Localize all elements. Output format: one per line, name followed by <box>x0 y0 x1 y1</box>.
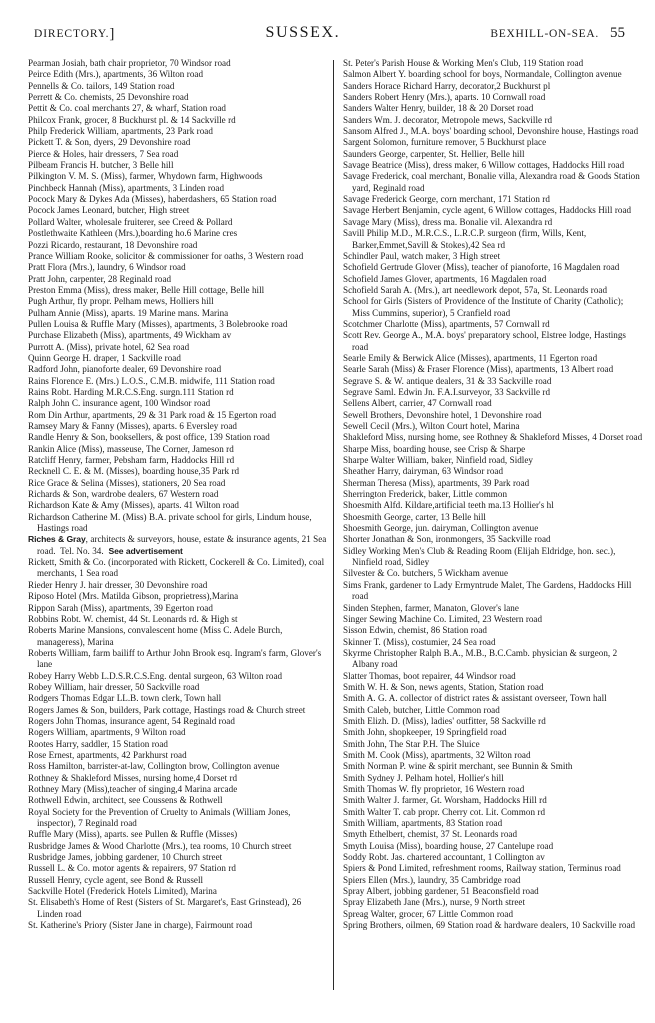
directory-entry: Schindler Paul, watch maker, 3 High street <box>343 250 501 261</box>
directory-entry: Smith A. G. A. collector of district rates & assistant overseer, Town hall <box>343 693 607 704</box>
directory-entry: Ralph John C. insurance agent, 100 Windsor road <box>28 398 211 409</box>
directory-entry: Sharpe Walter William, baker, Ninfield road, Sidley <box>343 455 533 466</box>
directory-entry: Purrott A. (Miss), private hotel, 62 Sea road <box>28 341 190 352</box>
directory-entry: Smith John, The Star P.H. The Sluice <box>343 738 480 749</box>
directory-entry: Sanders Horace Richard Harry, decorator,2 Buckhurst pl <box>343 80 551 91</box>
directory-entry: Rose Ernest, apartments, 42 Parkhurst road <box>28 749 187 760</box>
directory-entry: Shoesmith George, jun. dairyman, Collington avenue <box>343 523 539 534</box>
column-right <box>334 58 643 931</box>
directory-entry: Rice Grace & Selina (Misses), stationers, 20 Sea road <box>28 477 226 488</box>
directory-entry: Radford John, pianoforte dealer, 69 Devonshire road <box>28 364 222 375</box>
directory-entry: Richardson Catherine M. (Miss) B.A. private school for girls, Lindum house, Hastings road <box>28 511 312 534</box>
directory-entry: Spray Elizabeth Jane (Mrs.), nurse, 9 North street <box>343 897 526 908</box>
directory-entry: Richards & Son, wardrobe dealers, 67 Western road <box>28 489 219 500</box>
running-head-right <box>490 25 625 42</box>
directory-entry: Schofield James Glover, apartments, 16 Magdalen road <box>343 273 547 284</box>
directory-entry: Pocock Mary & Dykes Ada (Misses), haberdashers, 65 Station road <box>28 194 277 205</box>
directory-entry: Skyrme Christopher Ralph B.A., M.B., B.C.Camb. physician & surgeon, 2 Albany road <box>343 647 618 670</box>
directory-entry: Rains Robt. Harding M.R.C.S.Eng. surgn.111 Station rd <box>28 386 234 397</box>
directory-entry: Sherrington Frederick, baker, Little common <box>343 489 508 500</box>
directory-entry: Smith William, apartments, 83 Station road <box>343 818 503 829</box>
directory-entry: Rains Florence E. (Mrs.) L.O.S., C.M.B. midwife, 111 Station road <box>28 375 275 386</box>
directory-entry: Spray Albert, jobbing gardener, 51 Beaconsfield road <box>343 886 539 897</box>
directory-entry: Slatter Thomas, boot repairer, 44 Windsor road <box>343 670 516 681</box>
directory-entry: Pettit & Co. coal merchants 27, & wharf, Station road <box>28 103 226 114</box>
directory-entry: Spiers & Pond Limited, refreshment rooms, Railway station, Terminus road <box>343 863 621 874</box>
directory-entry: Pratt John, carpenter, 28 Reginald road <box>28 273 172 284</box>
directory-entry: Smith M. Cook (Miss), apartments, 32 Wilton road <box>343 749 531 760</box>
directory-entry: Scott Rev. George A., M.A. boys' preparatory school, Elstree lodge, Hastings road <box>343 330 626 352</box>
directory-entry: Pilkington V. M. S. (Miss), farmer, Whydown farm, Highwoods <box>28 171 263 182</box>
directory-entry: Rogers William, apartments, 9 Wilton road <box>28 727 186 738</box>
directory-entry: Ross Hamilton, barrister-at-law, Collington brow, Collington avenue <box>28 761 280 772</box>
directory-entry: Peirce Edith (Mrs.), apartments, 36 Wilton road <box>28 69 204 80</box>
directory-entry: Pilbeam Francis H. butcher, 3 Belle hill <box>28 160 174 171</box>
directory-entry: Singer Sewing Machine Co. Limited, 23 Western road <box>343 613 543 624</box>
directory-entry: Sansom Alfred J., M.A. boys' boarding school, Devonshire house, Hastings road <box>343 126 639 137</box>
directory-entry: Sisson Edwin, chemist, 86 Station road <box>343 625 487 636</box>
directory-entry: Pennells & Co. tailors, 149 Station road <box>28 80 175 91</box>
directory-entry: Segrave Saml. Edwin Jn. F.A.I.surveyor, 33 Sackville rd <box>343 386 551 397</box>
directory-entry: Riposo Hotel (Mrs. Matilda Gibson, proprietress),Marina <box>28 591 239 602</box>
directory-entry: Sinden Stephen, farmer, Manaton, Glover's lane <box>343 602 519 613</box>
directory-entry: Postlethwaite Kathleen (Mrs.),boarding ho.6 Marine cres <box>28 228 238 239</box>
directory-entry: Searle Emily & Berwick Alice (Misses), apartments, 11 Egerton road <box>343 352 598 363</box>
directory-entry: Rothney & Shakleford Misses, nursing home,4 Dorset rd <box>28 772 238 783</box>
running-head-county: SUSSEX. <box>265 24 341 41</box>
directory-entry: Shakleford Miss, nursing home, see Rothney & Shakleford Misses, 4 Dorset road <box>343 432 643 443</box>
directory-entry: Quinn George H. draper, 1 Sackville road <box>28 352 181 363</box>
directory-entry: St. Peter's Parish House & Working Men's Club, 119 Station road <box>343 58 584 68</box>
directory-entry: Pratt Flora (Mrs.), laundry, 6 Windsor road <box>28 262 186 273</box>
directory-entry: Schofield Sarah A. (Mrs.), art needlework depot, 57a, St. Leonards road <box>343 284 608 295</box>
directory-entry: Searle Sarah (Miss) & Fraser Florence (Miss), apartments, 13 Albert road <box>343 364 614 375</box>
directory-entry: Rieder Henry J. hair dresser, 30 Devonshire road <box>28 579 208 590</box>
directory-entry: Pullen Louisa & Ruffle Mary (Misses), apartments, 3 Bolebrooke road <box>28 318 288 329</box>
directory-entry: Rusbridge James, jobbing gardener, 10 Church street <box>28 852 223 863</box>
directory-entry: Spiers Ellen (Mrs.), laundry, 35 Cambridge road <box>343 874 521 885</box>
directory-entry: Scotchmer Charlotte (Miss), apartments, 57 Cornwall rd <box>343 318 550 329</box>
directory-entry: Ruffle Mary (Miss), aparts. see Pullen & Ruffle (Misses) <box>28 829 238 840</box>
directory-entry: Pugh Arthur, fly propr. Pelham mews, Holliers hill <box>28 296 214 307</box>
directory-entry: Randle Henry & Son, booksellers, & post office, 139 Station road <box>28 432 270 443</box>
directory-entry: Rothwell Edwin, architect, see Coussens & Rothwell <box>28 795 223 806</box>
directory-bracket: ] <box>109 26 116 42</box>
directory-entry: Savage Mary (Miss), dress ma. Bonalie vil. Alexandra rd <box>343 216 553 227</box>
directory-entry: Perrett & Co. chemists, 25 Devonshire road <box>28 92 189 103</box>
directory-entry: Russell Henry, cycle agent, see Bond & Russell <box>28 874 204 885</box>
directory-entry: Skinner T. (Miss), costumier, 24 Sea road <box>343 636 496 647</box>
directory-entry: Rogers James & Son, builders, Park cottage, Hastings road & Church street <box>28 704 306 715</box>
directory-entry: Rogers John Thomas, insurance agent, 54 Reginald road <box>28 715 235 726</box>
directory-entry: Ratcliff Henry, farmer, Pebsham farm, Haddocks Hill rd <box>28 455 235 466</box>
directory-entry: Pollard Walter, wholesale fruiterer, see Creed & Pollard <box>28 216 233 227</box>
directory-entry: Robbins Robt. W. chemist, 44 St. Leonards rd. & High st <box>28 613 238 624</box>
directory-entry: Smyth Louisa (Miss), boarding house, 27 Cantelupe road <box>343 840 554 851</box>
directory-entry: School for Girls (Sisters of Providence of the Institute of Charity (Catholic); Miss Cummins, superior), 5 Cranfield road <box>343 296 624 318</box>
directory-entry: Ramsey Mary & Fanny (Misses), aparts. 6 Eversley road <box>28 421 237 431</box>
directory-entry: Recknell C. E. & M. (Misses), boarding house,35 Park rd <box>28 466 240 477</box>
directory-entry: Savill Philip M.D., M.R.C.S., L.R.C.P. surgeon (firm, Wills, Kent, Barker,Emmet,Savill & Stokes),42 Sea rd <box>343 228 587 250</box>
directory-entry: Smith Norman P. wine & spirit merchant, see Bunnin & Smith <box>343 761 573 772</box>
directory-entry: Soddy Robt. Jas. chartered accountant, 1 Collington av <box>343 852 545 863</box>
directory-entry: Smyth Ethelbert, chemist, 37 St. Leonards road <box>343 829 518 840</box>
directory-entry: Riches & Gray, architects & surveyors, house, estate & insurance agents, 21 Sea road. Tel. No. 34. See advertisement <box>28 534 327 556</box>
running-head <box>28 24 633 44</box>
directory-entry: Sharpe Miss, boarding house, see Crisp & Sharpe <box>343 443 526 454</box>
directory-entry: Smith Thomas W. fly proprietor, 16 Western road <box>343 784 525 794</box>
directory-entry: Pierce & Holes, hair dressers, 7 Sea road <box>28 148 179 159</box>
directory-entry: Smith Elizh. D. (Miss), ladies' outfitter, 58 Sackville rd <box>343 715 546 726</box>
directory-entry: Philp Frederick William, apartments, 23 Park road <box>28 126 213 137</box>
directory-entry: Rusbridge James & Wood Charlotte (Mrs.), tea rooms, 10 Church street <box>28 840 292 851</box>
directory-entry: Sanders Wm. J. decorator, Metropole mews, Sackville rd <box>343 114 553 125</box>
directory-entry: Preston Emma (Miss), dress maker, Belle Hill cottage, Belle hill <box>28 284 265 295</box>
directory-entry: Spring Brothers, oilmen, 69 Station road & hardware dealers, 10 Sackville road <box>343 920 636 931</box>
directory-entry: Salmon Albert Y. boarding school for boys, Normandale, Collington avenue <box>343 69 622 80</box>
directory-entry: Rootes Harry, saddler, 15 Station road <box>28 738 168 749</box>
directory-entry: Smith John, shopkeeper, 19 Springfield road <box>343 727 507 738</box>
directory-entry: Smith W. H. & Son, news agents, Station, Station road <box>343 681 544 692</box>
directory-entry: Savage Beatrice (Miss), dress maker, 6 Willow cottages, Haddocks Hill road <box>343 160 625 171</box>
directory-entry: Sackville Hotel (Frederick Hotels Limited), Marina <box>28 886 217 897</box>
directory-entry: St. Elisabeth's Home of Rest (Sisters of St. Margaret's, East Grinstead), 26 Linden road <box>28 897 302 919</box>
directory-entry: Pinchbeck Hannah (Miss), apartments, 3 Linden road <box>28 182 225 193</box>
directory-entry: Sewell Brothers, Devonshire hotel, 1 Devonshire road <box>343 409 542 420</box>
directory-entry: Rom Din Arthur, apartments, 29 & 31 Park road & 15 Egerton road <box>28 409 277 420</box>
directory-entry: Sewell Cecil (Mrs.), Wilton Court hotel, Marina <box>343 421 520 431</box>
directory-entry: Philcox Frank, grocer, 8 Buckhurst pl. & 14 Sackville rd <box>28 114 236 125</box>
directory-entry: Rickett, Smith & Co. (incorporated with Rickett, Cockerell & Co. Limited), coal merchants, 1 Sea road <box>28 557 325 579</box>
directory-entry: Robey William, hair dresser, 50 Sackville road <box>28 681 200 692</box>
directory-entry: Saunders George, carpenter, St. Hellier, Belle hill <box>343 148 525 159</box>
directory-entry: Rothney Mary (Miss),teacher of singing,4 Marina arcade <box>28 784 238 794</box>
directory-entry: Pickett T. & Son, dyers, 29 Devonshire road <box>28 137 191 148</box>
directory-entry: Pulham Annie (Miss), aparts. 19 Marine mans. Marina <box>28 307 229 318</box>
directory-entry: Prance William Rooke, solicitor & commissioner for oaths, 3 Western road <box>28 250 304 261</box>
directory-entry: Savage Frederick, coal merchant, Bonalie villa, Alexandra road & Goods Station yard, Reginald road <box>343 171 640 193</box>
directory-entry: Sargent Solomon, furniture remover, 5 Buckhurst place <box>343 137 547 148</box>
directory-entry: Shorter Jonathan & Son, ironmongers, 35 Sackville road <box>343 534 551 545</box>
running-head-place: BEXHILL-ON-SEA. <box>490 28 599 40</box>
directory-entry: Pearman Josiah, bath chair proprietor, 70 Windsor road <box>28 58 231 68</box>
column-left <box>28 58 333 931</box>
page-number: 55 <box>609 25 625 41</box>
directory-entry: Rodgers Thomas Edgar LL.B. town clerk, Town hall <box>28 693 222 704</box>
directory-entry: Pozzi Ricardo, restaurant, 18 Devonshire road <box>28 239 198 250</box>
directory-entry: Sellens Albert, carrier, 47 Cornwall road <box>343 398 492 409</box>
directory-entry: Schofield Gertrude Glover (Miss), teacher of pianoforte, 16 Magdalen road <box>343 262 620 273</box>
directory-entry: Russell L. & Co. motor agents & repairers, 97 Station rd <box>28 863 236 874</box>
directory-entry: Segrave S. & W. antique dealers, 31 & 33 Sackville road <box>343 375 552 386</box>
directory-entry: Smith Caleb, butcher, Little Common road <box>343 704 500 715</box>
directory-entry: Sheather Harry, dairyman, 63 Windsor road <box>343 466 504 477</box>
directory-label: DIRECTORY. <box>34 28 110 40</box>
directory-entry: St. Katherine's Priory (Sister Jane in charge), Fairmount road <box>28 920 253 931</box>
directory-entry: Savage Herbert Benjamin, cycle agent, 6 Willow cottages, Haddocks Hill road <box>343 205 632 216</box>
directory-entry: Roberts Marine Mansions, convalescent home (Miss C. Adele Burch, manageress), Marina <box>28 625 283 647</box>
directory-entry: Silvester & Co. butchers, 5 Wickham avenue <box>343 568 509 579</box>
directory-entry: Sims Frank, gardener to Lady Ermyntrude Malet, The Gardens, Haddocks Hill road <box>343 579 632 602</box>
directory-entry: Smith Sydney J. Pelham hotel, Hollier's hill <box>343 772 504 783</box>
directory-entry: Shoesmith George, carter, 13 Belle hill <box>343 511 486 522</box>
directory-entry: Smith Walter J. farmer, Gt. Worsham, Haddocks Hill rd <box>343 795 547 806</box>
directory-entry: Purchase Elizabeth (Miss), apartments, 49 Wickham av <box>28 330 232 341</box>
directory-entry: Spreag Walter, grocer, 67 Little Common road <box>343 908 514 919</box>
directory-entry: Sanders Robert Henry (Mrs.), aparts. 10 Cornwall road <box>343 92 546 103</box>
directory-entry: Shoesmith Alfd. Kildare,artificial teeth ma.13 Hollier's hl <box>343 500 554 511</box>
directory-entry: Pocock James Leonard, butcher, High street <box>28 205 190 216</box>
directory-entry: Sidley Working Men's Club & Reading Room (Elijah Eldridge, hon. sec.), Ninfield road, Sidley <box>343 545 616 568</box>
directory-entry: Rankin Alice (Miss), masseuse, The Corner, Jameson rd <box>28 443 234 454</box>
running-head-left <box>34 27 115 40</box>
directory-entry: Robey Harry Webb L.D.S.R.C.S.Eng. dental surgeon, 63 Wilton road <box>28 670 283 681</box>
directory-entry: Roberts William, farm bailiff to Arthur John Brook esq. Ingram's farm, Glover's lane <box>28 647 322 670</box>
directory-entry: Smith Walter T. cab propr. Cherry cot. Lit. Common rd <box>343 806 546 817</box>
directory-entry: Sherman Theresa (Miss), apartments, 39 Park road <box>343 477 530 488</box>
directory-entry: Richardson Kate & Amy (Misses), aparts. 41 Wilton road <box>28 500 239 511</box>
directory-entry: Rippon Sarah (Miss), apartments, 39 Egerton road <box>28 602 213 613</box>
directory-entry: Savage Frederick George, corn merchant, 171 Station rd <box>343 194 550 205</box>
directory-entry: Royal Society for the Prevention of Cruelty to Animals (William Jones, inspector), 7 Reginald road <box>28 806 291 829</box>
directory-entry: Sanders Walter Henry, builder, 18 & 20 Dorset road <box>343 103 534 114</box>
directory-columns <box>28 58 643 990</box>
